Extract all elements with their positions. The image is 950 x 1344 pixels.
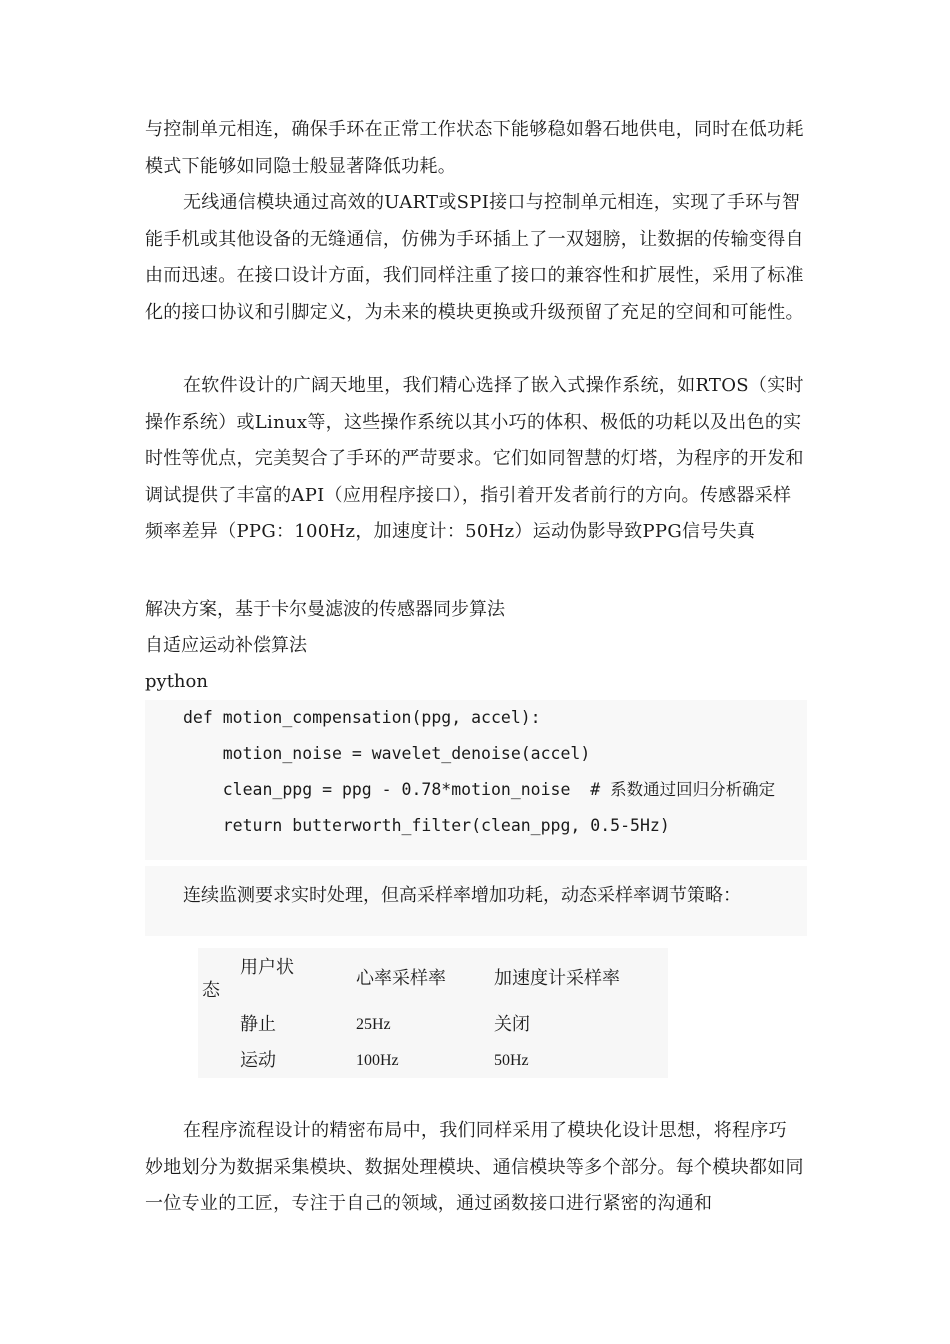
strategy-intro: 连续监测要求实时处理，但高采样率增加功耗，动态采样率调节策略： (183, 885, 741, 906)
table-row-1-heart-rate: 25Hz (356, 1016, 391, 1033)
table-row-1-state: 静止 (240, 1014, 276, 1035)
code-line-4: return butterworth_filter(clean_ppg, 0.5-5Hz) (183, 816, 670, 835)
adaptive-algorithm-line: 自适应运动补偿算法 (145, 635, 307, 656)
code-line-3: clean_ppg = ppg - 0.78*motion_noise # 系数通过回归分析确定 (183, 780, 776, 799)
table-row-2-state: 运动 (240, 1050, 276, 1071)
table-row-1-accelerometer: 关闭 (494, 1014, 530, 1035)
table-header-accelerometer: 加速度计采样率 (494, 968, 620, 989)
paragraph-wireless-module: 无线通信模块通过高效的UART或SPI接口与控制单元相连，实现了手环与智能手机或其他设备的无缝通信，仿佛为手环插上了一双翅膀，让数据的传输变得自由而迅速。在接口设计方面，我们同样注重了接口的兼容性和扩展性，采用了标准化的接口协议和引脚定义，为未来的模块更换或升级预留了充足的空间和可能性。 (145, 192, 804, 323)
strategy-block (145, 866, 807, 936)
paragraph-software-design: 在软件设计的广阔天地里，我们精心选择了嵌入式操作系统，如RTOS（实时操作系统）或Linux等，这些操作系统以其小巧的体积、极低的功耗以及出色的实时性等优点，完美契合了手环的严苛要求。它们如同智慧的灯塔，为程序的开发和调试提供了丰富的API（应用程序接口），指引着开发者前行的方向。传感器采样频率差异（PPG：100Hz，加速度计：50Hz）运动伪影导致PPG信号失真 (145, 375, 804, 542)
table-header-state-line1: 用户状 (240, 957, 294, 978)
code-line-2: motion_noise = wavelet_denoise(accel) (183, 744, 591, 763)
table-row-2-heart-rate: 100Hz (356, 1052, 399, 1069)
code-block (145, 700, 807, 860)
table-header-state-line2: 态 (202, 980, 220, 1001)
table-row-2-accelerometer: 50Hz (494, 1052, 529, 1069)
code-line-1: def motion_compensation(ppg, accel): (183, 708, 541, 727)
solution-line: 解决方案，基于卡尔曼滤波的传感器同步算法 (145, 599, 505, 620)
code-language-label: python (145, 671, 208, 692)
table-header-heart-rate: 心率采样率 (356, 968, 446, 989)
sampling-rate-table (198, 948, 668, 1078)
paragraph-power-module: 与控制单元相连，确保手环在正常工作状态下能够稳如磐石地供电，同时在低功耗模式下能够如同隐士般显著降低功耗。 (145, 119, 804, 177)
paragraph-program-flow: 在程序流程设计的精密布局中，我们同样采用了模块化设计思想，将程序巧妙地划分为数据采集模块、数据处理模块、通信模块等多个部分。每个模块都如同一位专业的工匠，专注于自己的领域，通过函数接口进行紧密的沟通和 (145, 1120, 804, 1214)
